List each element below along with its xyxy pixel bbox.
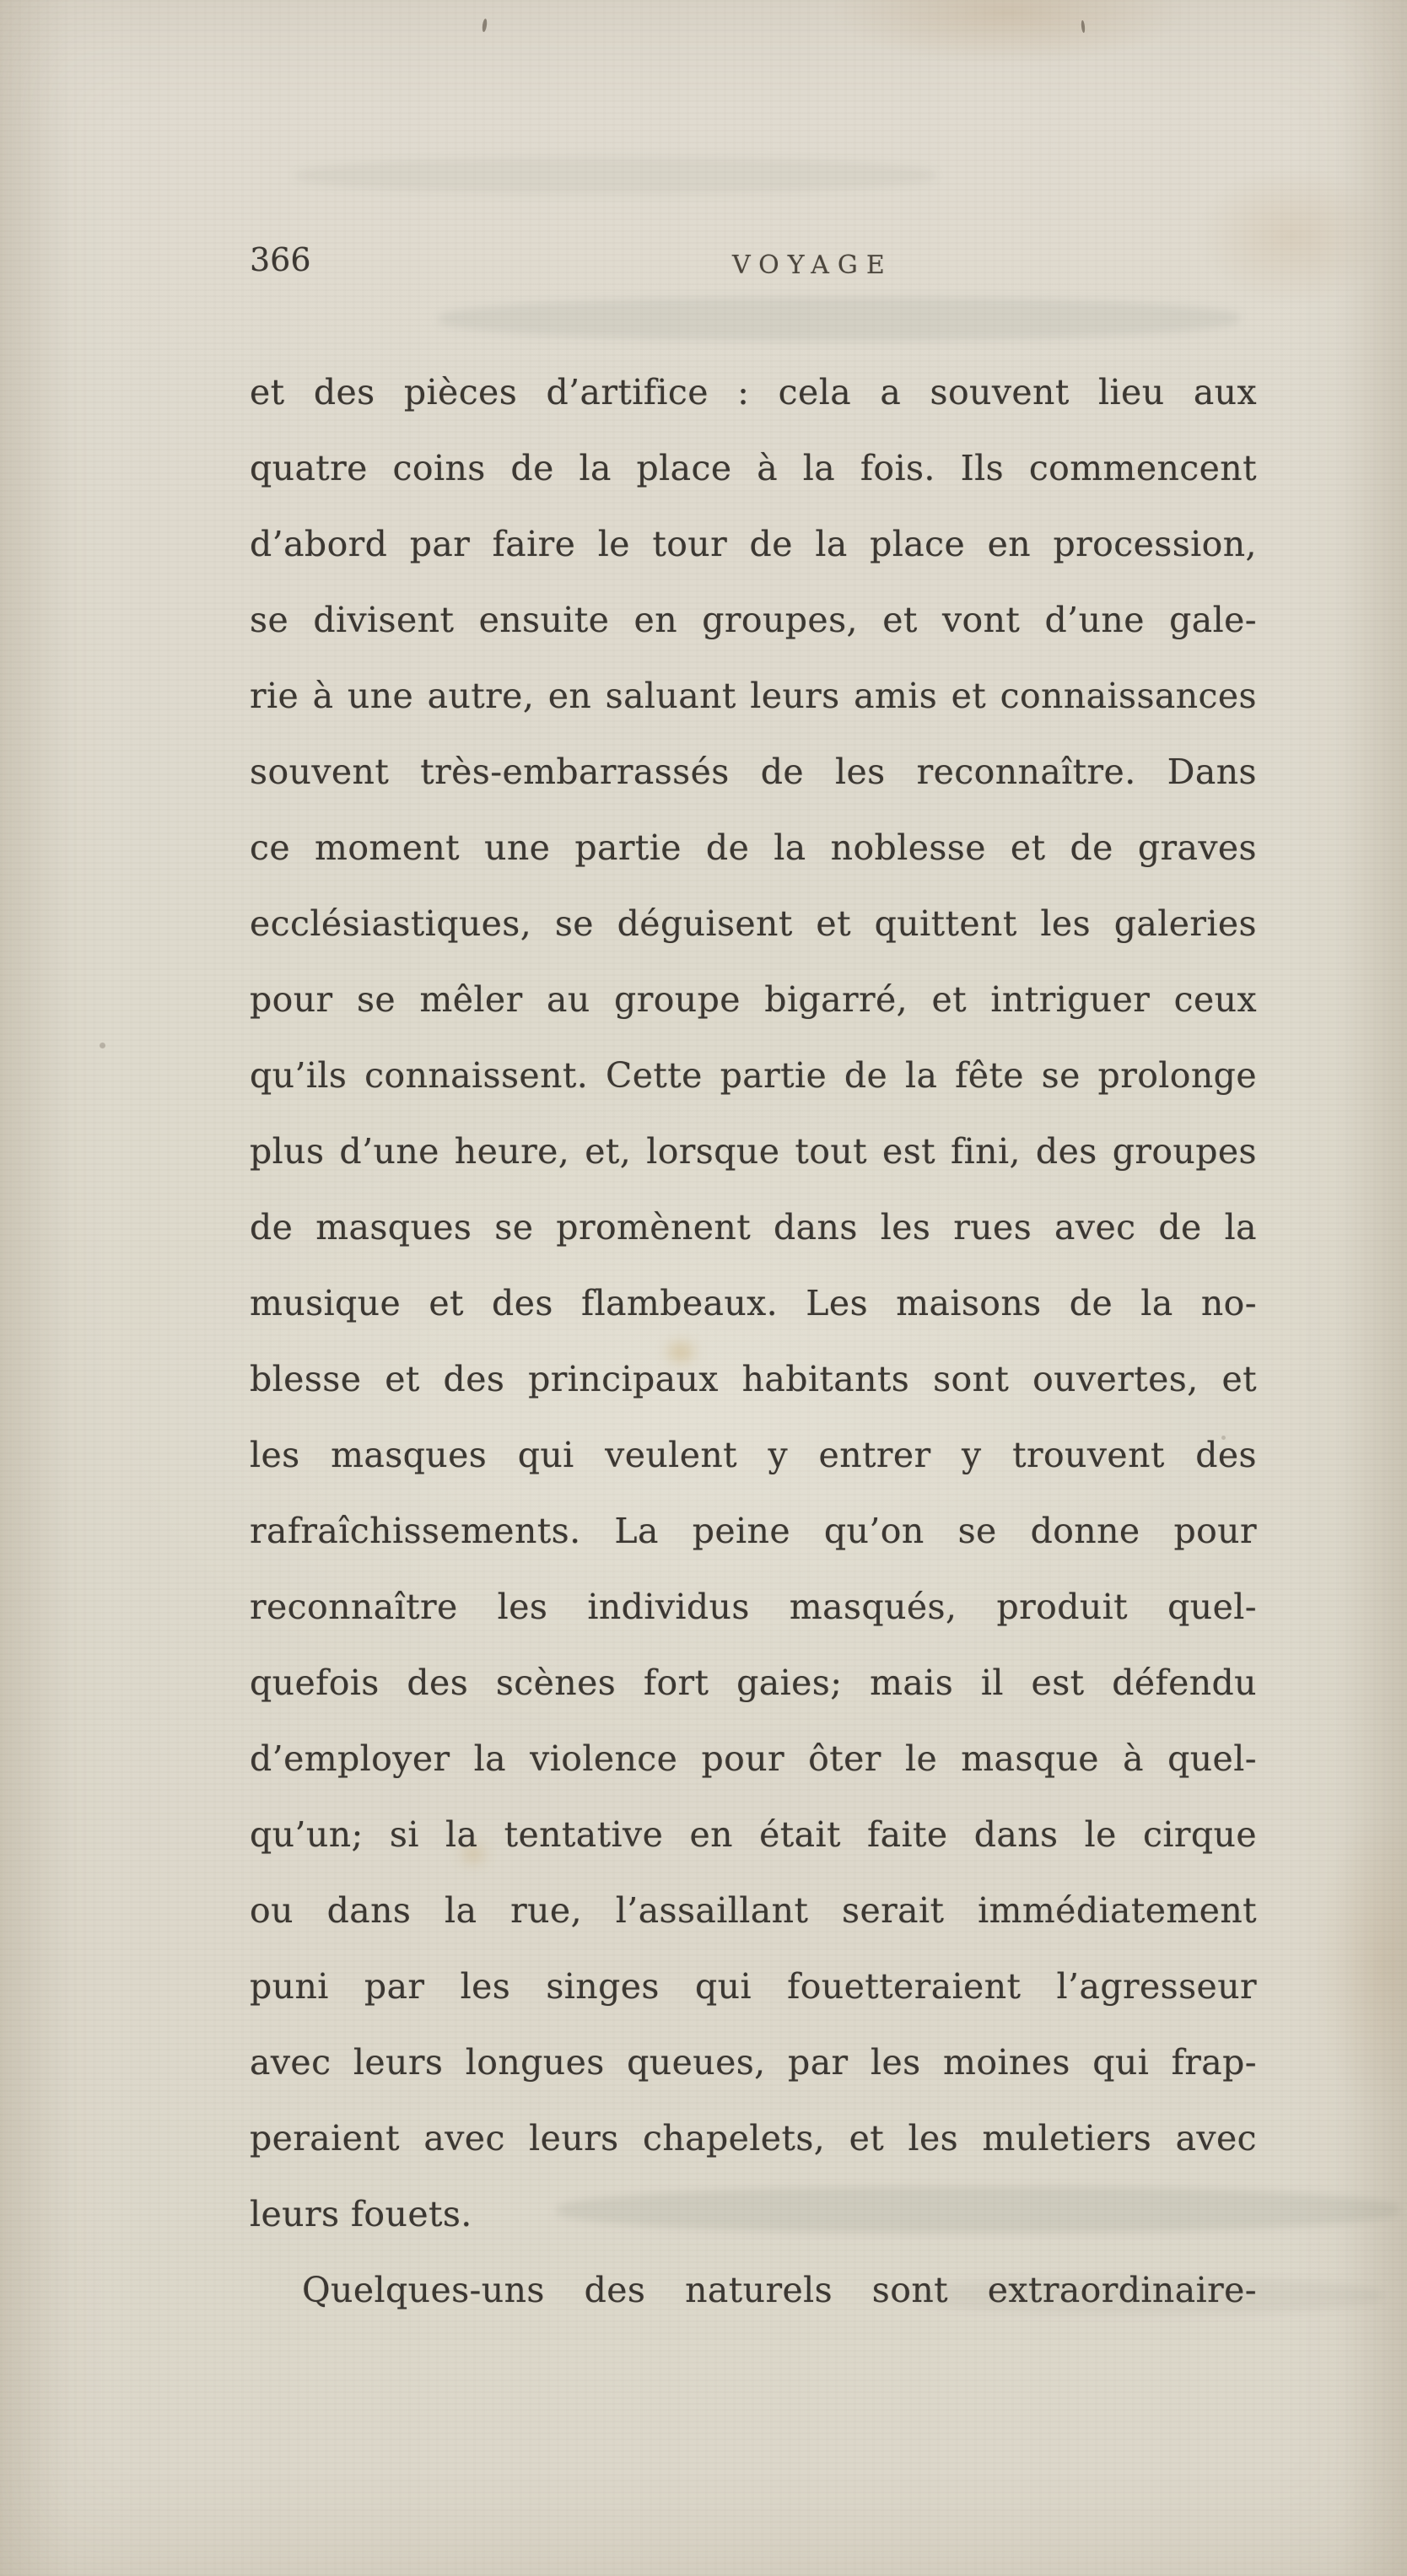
text-line: quatre coins de la place à la fois. Ils commencent (250, 448, 1257, 488)
text-line: souvent très-embarrassés de les reconnaître. Dans (250, 752, 1257, 792)
text-line-paragraph-start: Quelques-uns des naturels sont extraordinaire- (302, 2270, 1257, 2310)
text-line: d’abord par faire le tour de la place en procession, (250, 524, 1257, 564)
text-line: musique et des flambeaux. Les maisons de la no- (250, 1283, 1257, 1323)
body-text (250, 354, 1257, 2328)
text-line: rafraîchissements. La peine qu’on se donne pour (250, 1511, 1257, 1551)
text-line: avec leurs longues queues, par les moines qui frap- (250, 2042, 1257, 2083)
text-line: les masques qui veulent y entrer y trouvent des (250, 1435, 1257, 1475)
show-through-ghost (294, 157, 938, 194)
ink-speck (100, 1043, 105, 1048)
text-line-paragraph-end: leurs fouets. (250, 2194, 472, 2234)
ink-speck (1081, 20, 1086, 33)
text-line: peraient avec leurs chapelets, et les muletiers avec (250, 2118, 1257, 2158)
text-line: quefois des scènes fort gaies; mais il est défendu (250, 1663, 1257, 1703)
text-line: de masques se promènent dans les rues avec de la (250, 1207, 1257, 1248)
text-line: plus d’une heure, et, lorsque tout est fini, des groupes (250, 1131, 1257, 1172)
text-line: puni par les singes qui fouetteraient l’agresseur (250, 1966, 1257, 2007)
running-header: VOYAGE (732, 251, 893, 280)
text-line: ce moment une partie de la noblesse et de graves (250, 827, 1257, 868)
text-line: qu’ils connaissent. Cette partie de la fête se prolonge (250, 1055, 1257, 1096)
text-line: et des pièces d’artifice : cela a souvent lieu aux (250, 372, 1257, 412)
text-line: pour se mêler au groupe bigarré, et intriguer ceux (250, 979, 1257, 1020)
text-line: reconnaître les individus masqués, produit quel- (250, 1587, 1257, 1627)
text-line: rie à une autre, en saluant leurs amis et connaissances (250, 676, 1257, 716)
text-line: ou dans la rue, l’assaillant serait immédiatement (250, 1890, 1257, 1931)
text-line: qu’un; si la tentative en était faite dans le cirque (250, 1814, 1257, 1855)
text-line: ecclésiastiques, se déguisent et quittent les galeries (250, 903, 1257, 944)
text-line: d’employer la violence pour ôter le masque à quel- (250, 1738, 1257, 1779)
text-line: se divisent ensuite en groupes, et vont d’une gale- (250, 600, 1257, 640)
ink-speck (482, 19, 488, 33)
page-number: 366 (250, 241, 311, 278)
text-line: blesse et des principaux habitants sont ouvertes, et (250, 1359, 1257, 1399)
show-through-ghost (437, 297, 1243, 341)
